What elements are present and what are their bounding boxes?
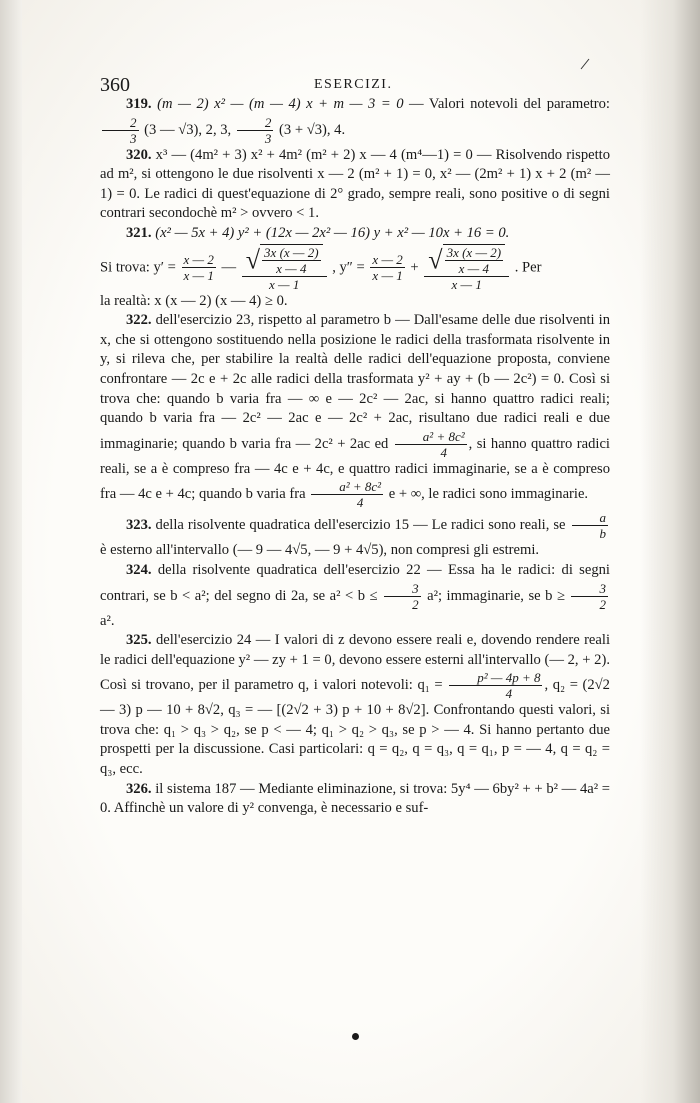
exercise-number: 324. [126, 561, 152, 578]
pencil-mark-icon [579, 58, 591, 70]
exercise-text-part: — Valori notevoli del parametro: [403, 96, 610, 112]
running-head: ESERCIZI. [314, 77, 393, 92]
page-number: 360 [100, 74, 130, 96]
fraction: $\frac{3}{2}$ [571, 581, 608, 612]
exercise-322 [100, 311, 610, 510]
exercise-text-part: della risolvente quadratica dell'esercizio 15 — Le radici sono reali, se [155, 517, 570, 534]
exercise-text-part: e + ∞, le radici sono immaginarie. [385, 486, 589, 503]
exercise-text [100, 95, 610, 819]
fraction: $\frac{\text{a² + 8c²}}{4}$ [395, 429, 467, 460]
operator: — [217, 258, 240, 275]
exercise-text-part: è esterno all'intervallo (— 9 — 4√5, — 9 + 4√5), non compresi gli estremi. [100, 542, 540, 559]
fraction: $\frac{2}{3}$ [237, 115, 274, 146]
exercise-text-part: dell'esercizio 24 — I valori di z devono essere reali e, dovendo rendere reali le radici dell'equazione y² — zy + 1 = 0, devono essere esterni all'intervallo (— 2, + 2). Così si trovano, per il parametro q, i valori notevoli: q₁ = [100, 632, 610, 694]
exercise-text-part: , si hanno quattro radici reali, se a è compreso fra — 4c e + 4c, e quattro radici immaginarie, se a è compreso fra — 4c e + 4c; quando b varia fra [100, 435, 610, 503]
square-root: √ $\frac{3x (x — 2)}{x — 4}$ [246, 244, 323, 276]
exercise-number: 326. [126, 780, 152, 797]
exercise-325 [100, 631, 610, 780]
exercise-319 [100, 95, 610, 146]
si-trova-label: Si trova: y′ = [100, 258, 180, 275]
fraction: $\frac{3}{2}$ [384, 581, 421, 612]
exercise-text-part: (3 + √3), 4. [275, 121, 346, 138]
exercise-text-part: dell'esercizio 23, rispetto al parametro b — Dall'esame delle due risolventi in x, che si ottengono sostituendo nella posizione le radici della trasformata risolvente in y, si rileva che, per stabilire la realtà delle radici dell'equazione proposta, conviene confrontare — 2c e + 2c alle radici della trasformata y² + ay + (b — 2c²) = 0. Così si trova che: quando b varia fra — ∞ e — 2c² — 2ac, si hanno quattro radici reali; quando b varia fra — 2c² — 2ac e — 2c² + 2ac, risultano due radici reali e due immaginarie; quando b varia fra — 2c² + 2ac ed [100, 312, 610, 452]
operator: , y″ = [328, 258, 369, 275]
exercise-text-part: a²; immaginarie, se b ≥ [422, 587, 570, 604]
exercise-text-part: della risolvente quadratica dell'esercizio 22 — Essa ha le radici: di segni contrari, se b < a²; del segno di 2a, se a² < b ≤ [100, 561, 610, 604]
operator: + [406, 258, 423, 275]
equation: (m — 2) x² — (m — 4) x + m — 3 = 0 [157, 96, 404, 112]
fraction: $\frac{a}{b}$ [572, 510, 609, 541]
exercise-text-part: , q₂ = (2√2 — 3) p — 10 + 8√2, q₃ = — [(2√2 + 3) p + 10 + 8√2]. Confrontando questi valori, si trova che: q₁ > q₃ > q₂, se p < — 4; q₁ > q₂ > q₃, se p > — 4. Si hanno pertanto due prospetti per la discussione. Casi particolari: q = q₂, q = q₃, q = q₁, p = — 4, q = q₂ = q₃, ecc. [100, 677, 610, 778]
exercise-number: 320. [126, 146, 152, 163]
equation: (x² — 5x + 4) y² + (12x — 2x² — 16) y + x² — 10x + 16 = 0. [155, 224, 510, 241]
exercise-text-part: il sistema 187 — Mediante eliminazione, si trova: 5y⁴ — 6by² + + b² — 4a² = 0. Affinchè un valore di y² convenga, è necessario e suf- [100, 780, 610, 817]
exercise-number: 323. [126, 517, 152, 534]
fraction: $\frac{\text{a² + 8c²}}{4}$ [311, 479, 383, 510]
exercise-number: 325. [126, 632, 152, 649]
exercise-text-part: a². [100, 612, 115, 629]
exercise-number: 319. [126, 96, 152, 112]
fraction: $\frac{x — 2}{x — 1}$ [372, 252, 403, 284]
reality-condition: la realtà: x (x — 2) (x — 4) ≥ 0. [100, 292, 288, 309]
exercise-321-solution [100, 244, 610, 292]
fraction-with-root: √ $\frac{3x (x — 2)}{x — 4}$ x — 1 [242, 244, 327, 292]
exercise-text-part: . Per [511, 258, 542, 275]
page-right-edge [640, 0, 700, 1103]
fraction-with-root: √ $\frac{3x (x — 2)}{x — 4}$ x — 1 [424, 244, 509, 292]
ink-dot [352, 1033, 359, 1040]
square-root: √ $\frac{3x (x — 2)}{x — 4}$ [428, 244, 505, 276]
exercise-number: 321. [126, 224, 152, 241]
page-left-edge [0, 0, 22, 1103]
exercise-number: 322. [126, 312, 152, 329]
fraction: $\frac{3x (x — 2)}{x — 4}$ [446, 244, 502, 276]
exercise-text-part: (3 — √3), 2, 3, [140, 121, 235, 138]
fraction: $\frac{3x (x — 2)}{x — 4}$ [264, 244, 319, 276]
exercise-321 [100, 224, 610, 244]
fraction: $\frac{\text{p² — 4p + 8}}{4}$ [449, 670, 542, 701]
exercise-320 [100, 146, 610, 224]
exercise-323 [100, 510, 610, 561]
exercise-324 [100, 561, 610, 631]
fraction: $\frac{2}{3}$ [102, 115, 139, 146]
exercise-326 [100, 780, 610, 819]
exercise-body: x³ — (4m² + 3) x² + 4m² (m² + 2) x — 4 (m⁴—1) = 0 — Risolvendo rispetto ad m², si ottengono le due risolventi x — 2 (m² + 1) = 0, x² — (2m² + 1) x + 2 (m² — 1) = 0. Le radici di quest'equazione di 2° grado, sempre reali, sono positive o di segni contrari secondochè m² > ovvero < 1. [100, 146, 610, 222]
fraction: $\frac{x — 2}{x — 1}$ [183, 252, 214, 284]
